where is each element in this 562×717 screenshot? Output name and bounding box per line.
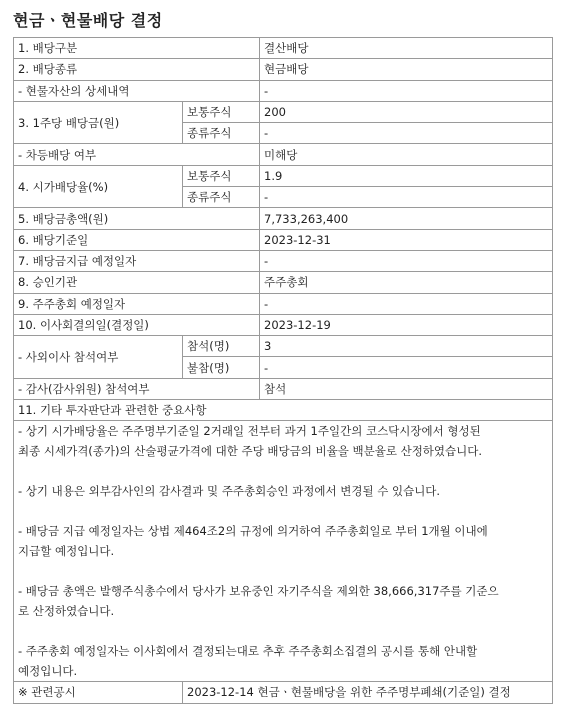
note-line: - 배당금 총액은 발행주식총수에서 당사가 보유중인 자기주식을 제외한 38,666,317주를 기준으 [18, 584, 499, 599]
table-row [14, 144, 553, 165]
row-label: - 차등배당 여부 [14, 144, 260, 165]
table-row [14, 400, 553, 421]
row-sublabel: 참석(명) [183, 336, 260, 357]
note-line: - 주주총회 예정일자는 이사회에서 결정되는대로 추후 주주총회소집결의 공시를 통해 안내할 [18, 644, 478, 659]
table-row [14, 421, 553, 682]
row-label: - 감사(감사위원) 참석여부 [14, 378, 260, 399]
note-line: - 상기 시가배당율은 주주명부기준일 2거래일 전부터 과거 1주일간의 코스닥시장에서 형성된 [18, 424, 481, 439]
row-label: 11. 기타 투자판단과 관련한 중요사항 [14, 400, 553, 421]
row-value: - [260, 293, 553, 314]
row-label: 1. 배당구분 [14, 38, 260, 59]
row-label: - 사외이사 참석여부 [14, 336, 183, 379]
note-line: - 배당금 지급 예정일자는 상법 제464조2의 규정에 의거하여 주주총회일로 부터 1개월 이내에 [18, 524, 488, 539]
row-label: 2. 배당종류 [14, 59, 260, 80]
page-title: 현금ㆍ현물배당 결정 [13, 11, 163, 30]
row-value: - [260, 187, 553, 208]
row-sublabel: 종류주식 [183, 187, 260, 208]
notes-cell [14, 421, 553, 682]
row-value: 참석 [260, 378, 553, 399]
row-value: - [260, 357, 553, 378]
row-value: 미해당 [260, 144, 553, 165]
row-sublabel: 보통주식 [183, 101, 260, 122]
row-label: 9. 주주총회 예정일자 [14, 293, 260, 314]
row-value: 2023-12-31 [260, 229, 553, 250]
row-sublabel: 보통주식 [183, 165, 260, 186]
row-value: - [260, 250, 553, 271]
table-row [14, 682, 553, 703]
table-row [14, 314, 553, 335]
row-label: - 현물자산의 상세내역 [14, 80, 260, 101]
table-row [14, 59, 553, 80]
row-label: 3. 1주당 배당금(원) [14, 101, 183, 144]
row-label: 6. 배당기준일 [14, 229, 260, 250]
row-sublabel: 불참(명) [183, 357, 260, 378]
note-line: 지급할 예정입니다. [18, 544, 115, 559]
row-label: ※ 관련공시 [14, 682, 183, 703]
row-sublabel: 종류주식 [183, 123, 260, 144]
table-row [14, 378, 553, 399]
row-value: 7,733,263,400 [260, 208, 553, 229]
row-label: 8. 승인기관 [14, 272, 260, 293]
row-value: 2023-12-19 [260, 314, 553, 335]
row-value: 3 [260, 336, 553, 357]
related-disclosure-link[interactable]: 2023-12-14 현금ㆍ현물배당을 위한 주주명부폐쇄(기준일) 결정 [183, 682, 553, 703]
table-row [14, 250, 553, 271]
row-label: 4. 시가배당율(%) [14, 165, 183, 208]
table-row [14, 208, 553, 229]
row-label: 7. 배당금지급 예정일자 [14, 250, 260, 271]
table-row [14, 165, 553, 186]
row-value: - [260, 80, 553, 101]
note-line: 예정입니다. [18, 664, 78, 679]
disclosure-table [13, 37, 553, 704]
row-value: - [260, 123, 553, 144]
row-value: 200 [260, 101, 553, 122]
note-line: 로 산정하였습니다. [18, 604, 115, 619]
note-line: 최종 시세가격(종가)의 산술평균가격에 대한 주당 배당금의 비율을 백분율로 산정하였습니다. [18, 444, 483, 459]
row-label: 5. 배당금총액(원) [14, 208, 260, 229]
row-label: 10. 이사회결의일(결정일) [14, 314, 260, 335]
row-value: 결산배당 [260, 38, 553, 59]
note-line: - 상기 내용은 외부감사인의 감사결과 및 주주총회승인 과정에서 변경될 수 있습니다. [18, 484, 441, 499]
row-value: 주주총회 [260, 272, 553, 293]
row-value: 현금배당 [260, 59, 553, 80]
table-row [14, 38, 553, 59]
table-row [14, 293, 553, 314]
table-row [14, 272, 553, 293]
row-value: 1.9 [260, 165, 553, 186]
table-row [14, 229, 553, 250]
table-row [14, 101, 553, 122]
table-row [14, 336, 553, 357]
table-row [14, 80, 553, 101]
